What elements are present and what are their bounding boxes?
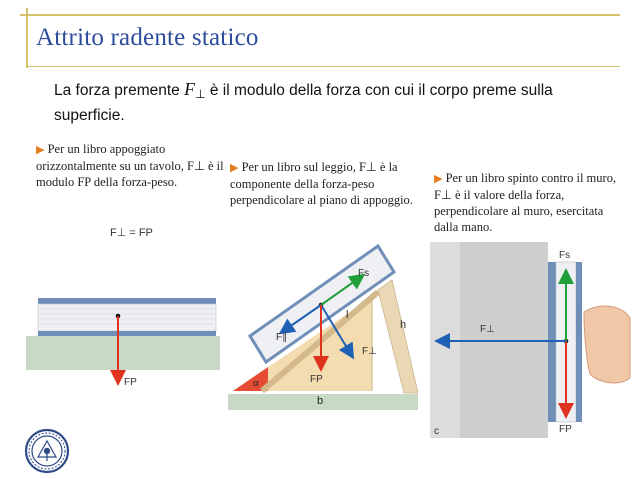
bullet-triangle-icon: ▶ [434, 173, 443, 185]
intro-symbol: F⊥ [184, 79, 206, 101]
alpha-label: α [253, 377, 259, 389]
book-cover-bottom [38, 331, 216, 336]
height-label: h [400, 319, 407, 331]
book-pages [38, 304, 216, 331]
figure-lectern [228, 246, 418, 410]
bullet-triangle-icon: ▶ [230, 162, 239, 174]
slide-title: Attrito radente statico [36, 24, 259, 51]
base-label: b [317, 395, 324, 407]
fp-label-fig3: FP [559, 424, 572, 435]
fperp-label-fig3: F⊥ [480, 324, 495, 335]
fp-label-fig1: FP [124, 377, 137, 388]
book-cover-top [38, 298, 216, 304]
table-surface [26, 336, 220, 370]
fpar-label: F∥ [276, 332, 288, 343]
fperp-label-fig2: F⊥ [362, 346, 377, 357]
bullet-triangle-icon: ▶ [36, 144, 45, 156]
c-label: c [434, 426, 439, 437]
formula-fperp-equals-fp: F⊥ = FP [110, 227, 153, 239]
figure-table [26, 298, 220, 388]
length-label: l [346, 309, 349, 321]
intro-before: La forza premente [54, 82, 185, 99]
book-spine-right [576, 262, 582, 422]
lectern-support [378, 280, 418, 393]
caption-wall: ▶ Per un libro spinto contro il muro, F⊥ è il valore della forza, perpendicolare al muro, esercitata dalla mano. [434, 171, 617, 234]
caption-lectern: ▶ Per un libro sul leggio, F⊥ è la componente della forza-peso perpendicolare al piano di appoggio. [230, 160, 413, 207]
caption-table: ▶ Per un libro appoggiato orizzontalmente su un tavolo, F⊥ è il modulo FP della forza-peso. [36, 142, 224, 189]
university-seal-logo [24, 428, 70, 474]
fs-label-fig2: Fs [358, 268, 370, 279]
hand-icon [584, 306, 630, 383]
fp-label-fig2: FP [310, 374, 323, 385]
intro-after: è il modulo della forza con cui il corpo preme sulla superficie. [54, 82, 553, 124]
figure-wall [430, 242, 630, 438]
fs-label-fig3: Fs [559, 250, 571, 261]
